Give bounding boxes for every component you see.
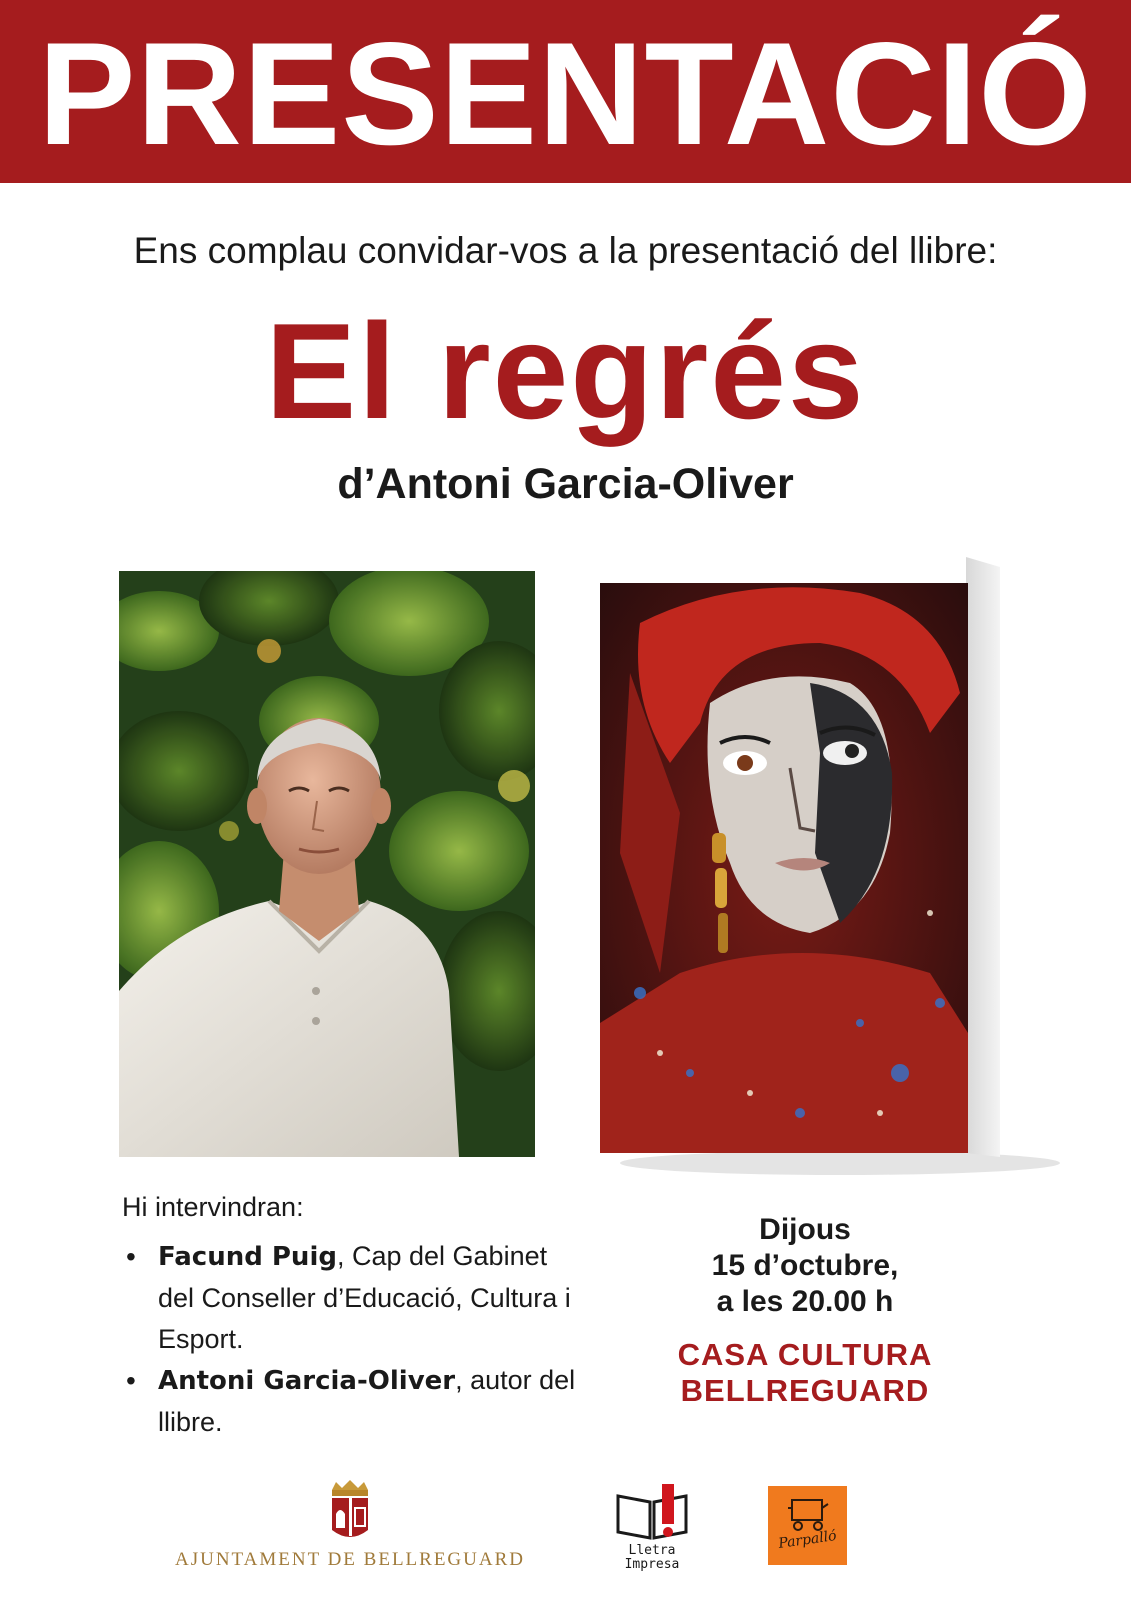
event-datetime: [655, 1212, 955, 1320]
invitation-text: Ens complau convidar-vos a la presentació del llibre:: [133, 230, 998, 271]
title-banner: [0, 0, 1131, 183]
speaker-role: , Cap del Gabinet del Conseller d’Educació, Cultura i Esport.: [158, 1241, 571, 1354]
lletra-impresa-logo: [612, 1482, 692, 1576]
book-cover-illustration: [600, 553, 1060, 1179]
parpallo-logo: [768, 1486, 847, 1565]
ajuntament-name: AJUNTAMENT DE BELLREGUARD: [174, 1549, 525, 1570]
book-icon: [612, 1482, 692, 1542]
bookshop-icon: [768, 1486, 847, 1565]
speaker-role: , autor del llibre.: [158, 1365, 576, 1437]
event-date: 15 d’octubre,: [711, 1249, 899, 1282]
author-photo: [119, 571, 535, 1157]
book-cover: [600, 553, 1060, 1179]
author-photo-illustration: [119, 571, 535, 1157]
parpallo-name: Parpalló: [777, 1528, 838, 1552]
list-item: [122, 1236, 582, 1360]
crest-icon: [160, 1478, 540, 1548]
book-title: El regrés: [265, 295, 866, 447]
speaker-name: Antoni Garcia-Oliver: [158, 1366, 456, 1396]
lletra-impresa-name: [612, 1544, 692, 1572]
lletra-line-2: Impresa: [624, 1557, 680, 1572]
banner-title: PRESENTACIÓ: [38, 12, 1093, 175]
event-venue: [630, 1337, 980, 1409]
venue-line-1: CASA CULTURA: [677, 1337, 933, 1372]
event-day: Dijous: [759, 1213, 851, 1246]
speakers-heading: Hi intervindran:: [122, 1192, 304, 1222]
speakers-list: [122, 1236, 582, 1443]
list-item: [122, 1360, 582, 1443]
event-time: a les 20.00 h: [716, 1285, 894, 1318]
author-line: d’Antoni Garcia-Oliver: [337, 460, 794, 508]
ajuntament-logo: [160, 1478, 540, 1578]
lletra-line-1: Lletra: [628, 1543, 676, 1558]
speaker-name: Facund Puig: [158, 1242, 337, 1272]
venue-line-2: BELLREGUARD: [680, 1373, 930, 1408]
